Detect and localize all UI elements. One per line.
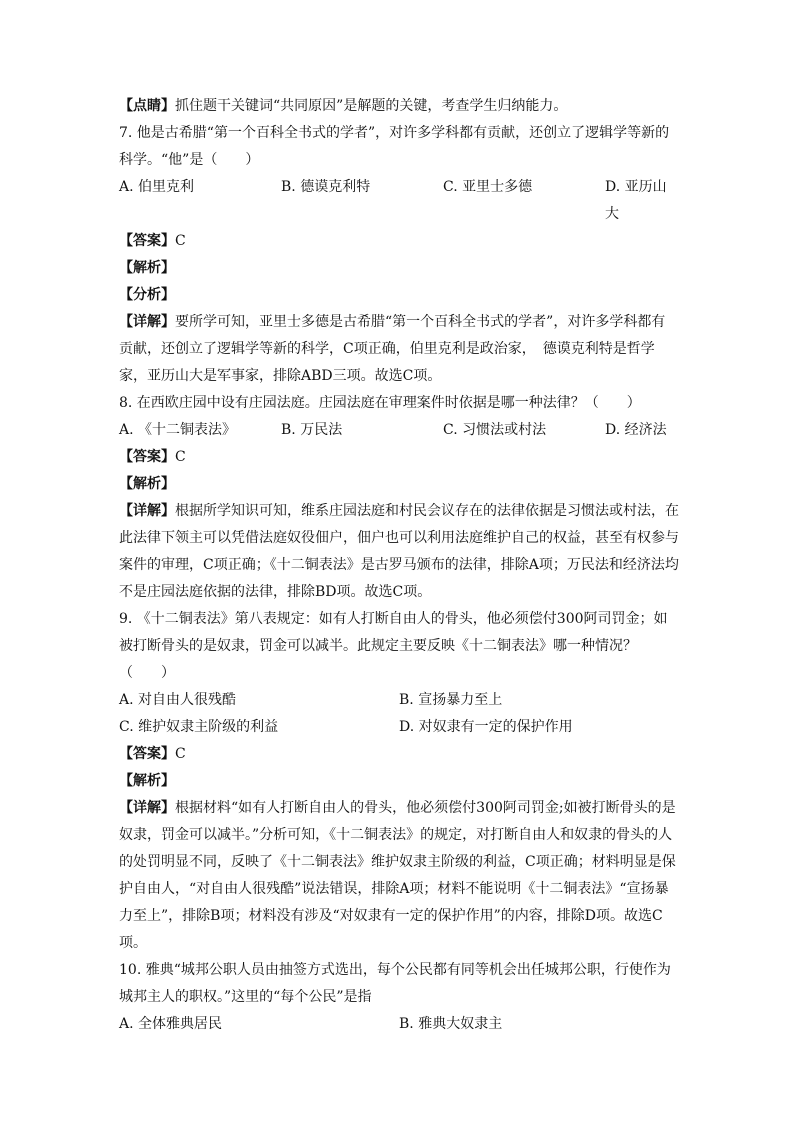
q8-option-b: B. 万民法: [281, 422, 343, 438]
q7-option-d: D. 亚历山大: [605, 179, 667, 222]
q9-xiangjie-text: 根据材料“如有人打断自由人的骨头，他必须偿付300阿司罚金;如被打断骨头的是奴隶，罚金可以减半。”分析可知，《十二铜表法》的规定，对打断自由人和奴隶的骨头的人的处罚明显不同，反映了《十二铜表法》维护奴隶主阶级的利益，C项正确；材料明显是保护自由人，“对自由人很残酷”说法错误，排除A项；材料不能说明《十二铜表法》“宣扬暴力至上”，排除B项；材料没有涉及“对奴隶有一定的保护作用”的内容，排除D项。故选C项。: [119, 800, 676, 951]
q9-jiexi-tag: 【解析】: [119, 773, 175, 789]
q7-option-b: B. 德谟克利特: [281, 179, 371, 195]
q7-jiexi-tag: 【解析】: [119, 260, 175, 276]
q7-options: [119, 174, 679, 228]
q9-option-c: C. 维护奴隶主阶级的利益: [119, 719, 279, 735]
q8-option-d: D. 经济法: [605, 422, 667, 438]
q9-xiangjie-tag: 【详解】: [119, 800, 175, 816]
q9-answer-tag: 【答案】: [119, 746, 175, 762]
q7-stem: 7. 他是古希腊“第一个百科全书式的学者”，对许多学科都有贡献，还创立了逻辑学等新的科学。“他”是（ ）: [119, 125, 670, 168]
q9-option-d: D. 对奴隶有一定的保护作用: [399, 719, 573, 735]
q8-jiexi-tag: 【解析】: [119, 476, 175, 492]
q9-answer: [119, 741, 679, 768]
q8-stem: 8. 在西欧庄园中设有庄园法庭。庄园法庭在审理案件时依据是哪一种法律？（ ）: [119, 395, 641, 411]
q9-options-row-2: [119, 714, 679, 741]
q7-option-a: A. 伯里克利: [119, 179, 195, 195]
dianjing-paragraph: [119, 93, 679, 120]
q8-xiangjie-text: 根据所学知识可知，维系庄园法庭和村民会议存在的法律依据是习惯法或村法，在此法律下领主可以凭借法庭奴役佃户，佃户也可以利用法庭维护自己的权益，甚至有权参与案件的审理，C项正确；《十二铜表法》是古罗马颁布的法律，排除A项；万民法和经济法均不是庄园法庭依据的法律，排除BD项。故选C项。: [119, 503, 679, 600]
q10-option-b: B. 雅典大奴隶主: [399, 1016, 503, 1032]
q8-answer-value: C: [175, 449, 186, 465]
q7-option-c: C. 亚里士多德: [443, 179, 533, 195]
q8-xiangjie-tag: 【详解】: [119, 503, 175, 519]
q9-option-b: B. 宣扬暴力至上: [399, 692, 503, 708]
q7-answer: [119, 228, 679, 255]
q8-options: [119, 417, 679, 444]
q9-xiangjie: [119, 795, 679, 957]
q10-options-row-1: [119, 1011, 679, 1038]
q7-xiangjie-text: 要所学可知，亚里士多德是古希腊“第一个百科全书式的学者”，对许多学科都有贡献，还创立了逻辑学等新的科学，C项正确，伯里克利是政治家， 德谟克利特是哲学家，亚历山大是军事家，排除ABD三项。故选C项。: [119, 314, 666, 384]
q7-fenxi-tag: 【分析】: [119, 287, 175, 303]
q9-options-row-1: [119, 687, 679, 714]
q8-xiangjie: [119, 498, 679, 606]
q8-answer: [119, 444, 679, 471]
dianjing-text: 抓住题干关键词“共同原因”是解题的关键，考查学生归纳能力。: [175, 98, 568, 114]
q7-xiangjie-tag: 【详解】: [119, 314, 175, 330]
dianjing-tag: 【点睛】: [119, 98, 175, 114]
q9-answer-value: C: [175, 746, 186, 762]
q8-option-c: C. 习惯法或村法: [443, 422, 547, 438]
q7-xiangjie: [119, 309, 679, 390]
q10-option-a: A. 全体雅典居民: [119, 1016, 223, 1032]
q9-stem: 9. 《十二铜表法》第八表规定：如有人打断自由人的骨头，他必须偿付300阿司罚金；如被打断骨头的是奴隶，罚金可以减半。此规定主要反映《十二铜表法》哪一种情况？（ ）: [119, 611, 668, 681]
q7-answer-value: C: [175, 233, 186, 249]
q8-answer-tag: 【答案】: [119, 449, 175, 465]
q7-answer-tag: 【答案】: [119, 233, 175, 249]
q10-stem: 10. 雅典“城邦公职人员由抽签方式选出，每个公民都有同等机会出任城邦公职，行使作为城邦主人的职权。”这里的“每个公民”是指: [119, 962, 671, 1005]
document-content: [119, 93, 679, 1038]
q9-option-a: A. 对自由人很残酷: [119, 692, 237, 708]
q8-option-a: A. 《十二铜表法》: [119, 422, 237, 438]
